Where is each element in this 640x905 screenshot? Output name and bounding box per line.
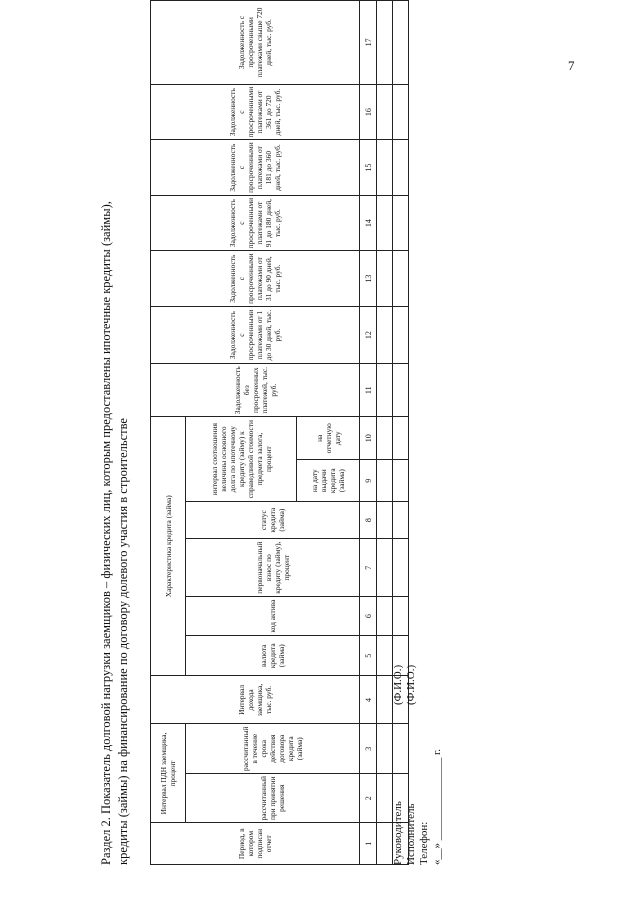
header-pdn-term: рассчитанный в течение срока действия договора кредита (займа) bbox=[186, 724, 360, 774]
column-number: 3 bbox=[360, 724, 377, 774]
data-cell[interactable] bbox=[377, 773, 393, 823]
data-cell[interactable] bbox=[377, 823, 393, 865]
header-asset-code: код актива bbox=[186, 597, 360, 636]
data-cell[interactable] bbox=[377, 364, 393, 417]
data-cell[interactable] bbox=[377, 502, 393, 539]
column-number: 14 bbox=[360, 195, 377, 251]
indicators-table-wrap bbox=[150, 0, 409, 865]
data-cell[interactable] bbox=[377, 251, 393, 307]
data-cell[interactable] bbox=[393, 502, 409, 539]
header-income: Интервал дохода заемщика, тыс. руб. bbox=[151, 676, 360, 724]
indicators-table bbox=[150, 0, 409, 865]
column-number: 5 bbox=[360, 636, 377, 676]
header-overdue-361-720: Задолженность с просроченными платежами от 361 до 720 дней, тыс. руб. bbox=[151, 84, 360, 140]
data-cell[interactable] bbox=[377, 306, 393, 363]
header-overdue-1-30: Задолженность с просроченными платежами от 1 до 30 дней, тыс. руб. bbox=[151, 306, 360, 363]
column-number: 15 bbox=[360, 140, 377, 196]
column-number: 6 bbox=[360, 597, 377, 636]
header-down-payment: первоначальный взнос по кредиту (займу), процент bbox=[186, 539, 360, 597]
header-overdue-91-180: Задолженность с просроченными платежами от 91 до 180 дней, тыс. руб. bbox=[151, 195, 360, 251]
data-cell[interactable] bbox=[377, 724, 393, 774]
date-line: «__» _______________ г. bbox=[431, 748, 443, 865]
page-number: 7 bbox=[568, 58, 575, 73]
column-number: 9 bbox=[360, 460, 377, 502]
header-period: Период, в котором подписан отчет bbox=[151, 823, 360, 865]
column-number: 1 bbox=[360, 823, 377, 865]
section-title bbox=[98, 45, 132, 865]
data-cell[interactable] bbox=[393, 84, 409, 140]
data-cell[interactable] bbox=[377, 195, 393, 251]
signature-block bbox=[392, 545, 444, 865]
header-ltv-report-date: на отчетную дату bbox=[297, 417, 360, 460]
header-row-1 bbox=[151, 1, 186, 865]
head-fio: (Ф.И.О.) bbox=[392, 664, 404, 705]
empty-data-row bbox=[377, 1, 393, 865]
header-ltv-group: интервал соотношения величины основного долга по ипотечному кредиту (займу) к справедливой стоимости предмета залога, процент bbox=[186, 417, 297, 502]
executor-fio: (Ф.И.О.) bbox=[405, 664, 417, 705]
data-cell[interactable] bbox=[393, 140, 409, 196]
header-currency: валюта кредита (займа) bbox=[186, 636, 360, 676]
data-cell[interactable] bbox=[377, 1, 393, 85]
head-signature-row bbox=[392, 545, 405, 865]
column-number: 11 bbox=[360, 364, 377, 417]
column-number-row bbox=[360, 1, 377, 865]
date-row bbox=[431, 545, 444, 865]
data-cell[interactable] bbox=[377, 636, 393, 676]
column-number: 8 bbox=[360, 502, 377, 539]
section-title-line-2: кредиты (займы) на финансирование по договору долевого участия в строительстве bbox=[116, 418, 130, 865]
header-overdue-31-90: Задолженность с просроченными платежами от 31 до 90 дней, тыс. руб. bbox=[151, 251, 360, 307]
data-cell[interactable] bbox=[377, 676, 393, 724]
column-number: 13 bbox=[360, 251, 377, 307]
section-title-line-1: Раздел 2. Показатель долговой нагрузки заемщиков – физических лиц, которым предоставлены ипотечные кредиты (займы), bbox=[99, 201, 113, 865]
data-cell[interactable] bbox=[377, 597, 393, 636]
header-loan-status: статус кредита (займа) bbox=[186, 502, 360, 539]
data-cell[interactable] bbox=[393, 1, 409, 85]
phone-row bbox=[418, 545, 431, 865]
data-cell[interactable] bbox=[393, 417, 409, 460]
column-number: 7 bbox=[360, 539, 377, 597]
data-cell[interactable] bbox=[393, 195, 409, 251]
column-number: 10 bbox=[360, 417, 377, 460]
column-number: 2 bbox=[360, 773, 377, 823]
data-cell[interactable] bbox=[377, 417, 393, 460]
header-overdue-181-360: Задолженность с просроченными платежами от 181 до 360 дней, тыс. руб. bbox=[151, 140, 360, 196]
data-cell[interactable] bbox=[377, 539, 393, 597]
header-ltv-issue-date: на дату выдачи кредита (займа) bbox=[297, 460, 360, 502]
column-number: 17 bbox=[360, 1, 377, 85]
data-cell[interactable] bbox=[393, 460, 409, 502]
column-number: 4 bbox=[360, 676, 377, 724]
data-cell[interactable] bbox=[393, 364, 409, 417]
header-overdue-720-plus: Задолженность с просроченными платежами свыше 720 дней, тыс. руб. bbox=[151, 1, 360, 85]
executor-signature-row bbox=[405, 545, 418, 865]
header-pdn-group: Интервал ПДН заемщика, процент bbox=[151, 724, 186, 823]
data-cell[interactable] bbox=[377, 140, 393, 196]
header-loan-characteristics: Характеристика кредита (займа) bbox=[151, 417, 186, 676]
header-pdn-decision: рассчитанный при принятии решения bbox=[186, 773, 360, 823]
data-cell[interactable] bbox=[393, 306, 409, 363]
column-number: 12 bbox=[360, 306, 377, 363]
column-number: 16 bbox=[360, 84, 377, 140]
data-cell[interactable] bbox=[377, 460, 393, 502]
data-cell[interactable] bbox=[393, 251, 409, 307]
header-debt-no-overdue: Задолженность без просроченных платежей, тыс. руб. bbox=[151, 364, 360, 417]
executor-label: Исполнитель bbox=[405, 803, 417, 865]
phone-label: Телефон: bbox=[418, 821, 430, 865]
data-cell[interactable] bbox=[377, 84, 393, 140]
head-label: Руководитель bbox=[392, 801, 404, 865]
